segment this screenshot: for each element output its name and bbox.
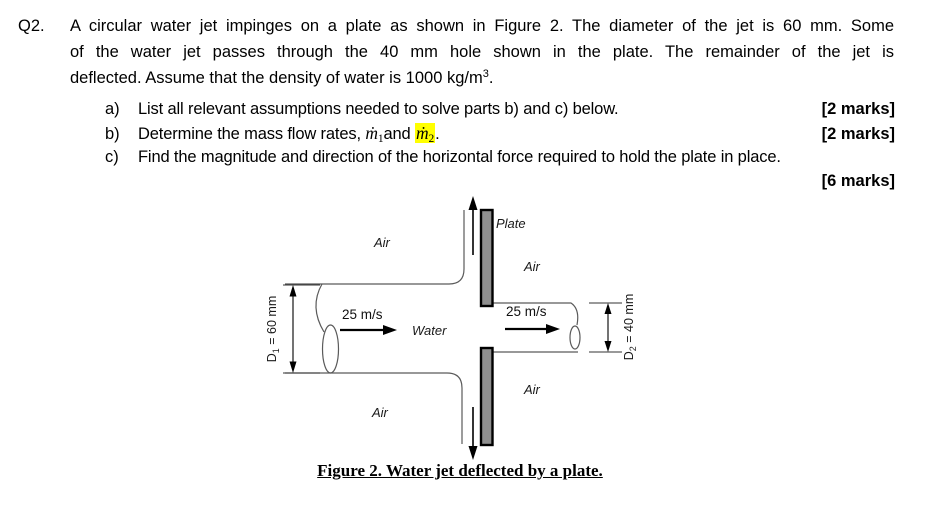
plate-label: Plate	[496, 216, 526, 231]
velocity-label-left: 25 m/s	[342, 307, 383, 322]
part-b-row	[105, 121, 895, 145]
air-label-bottom-left: Air	[372, 405, 388, 420]
question-paragraph	[70, 13, 894, 91]
line3-period: .	[488, 69, 494, 87]
jet-inlet-ellipse	[323, 325, 339, 373]
dimension-right-d2	[589, 303, 622, 352]
part-b-marks: [2 marks]	[821, 125, 895, 143]
part-c-label: c)	[105, 148, 119, 166]
air-label-right-lower: Air	[524, 382, 540, 397]
question-line-2: of the water jet passes through the 40 mm hole shown in the plate. The remainder of the jet is	[70, 43, 894, 61]
mdot2-subscript: 2	[428, 133, 435, 145]
part-c-row	[105, 145, 895, 169]
mdot1-base: ṁ	[365, 123, 378, 143]
d1-base: D	[265, 353, 279, 363]
question-line-1: A circular water jet impinges on a plate as shown in Figure 2. The diameter of the jet is 60 mm. Some	[70, 17, 894, 35]
d1-value: = 60 mm	[265, 295, 279, 349]
plate-upper-segment	[481, 210, 493, 306]
flow-up-arrow	[469, 196, 478, 255]
part-b-period: .	[435, 125, 440, 143]
flow-down-arrow	[469, 407, 478, 460]
question-line-3	[70, 65, 894, 91]
plate-lower-segment	[481, 348, 493, 445]
water-label: Water	[412, 323, 447, 338]
dimension-label-d2	[620, 279, 638, 375]
velocity-arrow-right	[505, 324, 560, 334]
part-a-marks: [2 marks]	[821, 100, 895, 118]
jet-inlet-arc	[316, 284, 324, 332]
part-b-pre: Determine the mass flow rates,	[138, 125, 366, 143]
part-a-text: List all relevant assumptions needed to solve parts b) and c) below.	[138, 100, 619, 118]
mdot1-symbol	[365, 123, 383, 143]
d2-base: D	[622, 351, 636, 361]
velocity-arrow-left	[340, 325, 397, 335]
cubed-superscript: 3	[482, 68, 489, 80]
density-text: deflected. Assume that the density of water is 1000 kg/m	[70, 69, 483, 87]
velocity-label-right: 25 m/s	[506, 304, 547, 319]
mdot1-subscript: 1	[377, 133, 384, 145]
part-b-label: b)	[105, 125, 120, 143]
part-a-label: a)	[105, 100, 120, 118]
part-a-row	[105, 97, 895, 121]
question-parts-list	[105, 97, 895, 193]
part-b-text	[138, 121, 440, 146]
air-label-top-left: Air	[374, 235, 390, 250]
air-label-right-upper: Air	[524, 259, 540, 274]
mdot2-base: ṁ	[415, 123, 429, 143]
part-b-mid: and	[383, 125, 415, 143]
d1-subscript: 1	[271, 348, 281, 354]
part-c-marks: [6 marks]	[821, 172, 895, 190]
d2-subscript: 2	[628, 346, 638, 352]
figure-caption: Figure 2. Water jet deflected by a plate.	[317, 461, 603, 480]
d2-value: = 40 mm	[622, 293, 636, 347]
part-c-marks-row	[105, 169, 895, 193]
jet-outlet-ellipse	[570, 326, 580, 349]
mdot2-symbol-highlighted	[415, 123, 435, 143]
part-c-text: Find the magnitude and direction of the horizontal force required to hold the plate in place.	[138, 148, 781, 166]
question-number: Q2.	[18, 17, 45, 35]
dimension-label-d1	[263, 281, 281, 377]
dimension-left-d1	[283, 285, 320, 373]
